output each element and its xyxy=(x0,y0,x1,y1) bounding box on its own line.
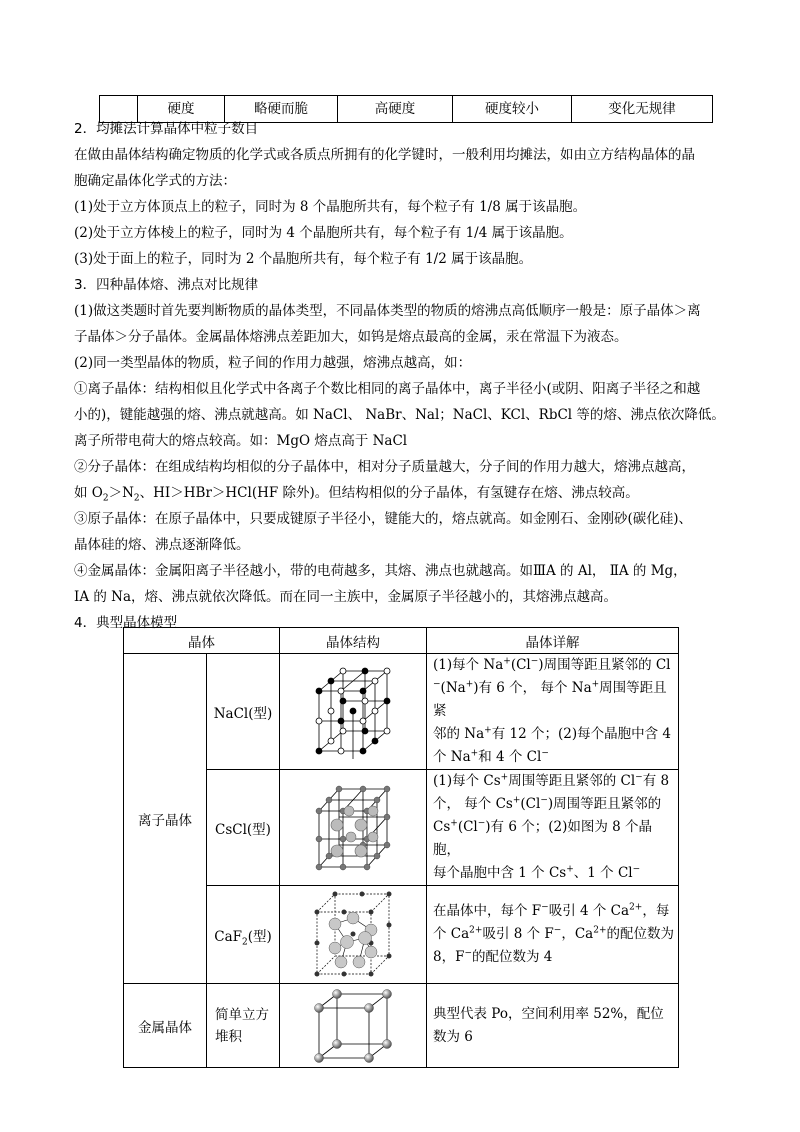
crystal-detail xyxy=(427,984,679,1068)
detail-line xyxy=(433,923,674,946)
text-run: (1)每个 Na xyxy=(433,657,504,673)
superscript: − xyxy=(632,864,641,875)
subscript: 2 xyxy=(102,493,109,504)
superscript: − xyxy=(541,902,549,913)
section-heading: 3．四种晶体熔、沸点对比规律 xyxy=(74,277,259,293)
detail-line: 数为 6 xyxy=(433,1028,473,1045)
text-run: 吸引 8 个 F xyxy=(482,926,554,942)
superscript: − xyxy=(540,795,548,806)
table-cell: 略硬而脆 xyxy=(225,96,338,123)
list-item: (3)处于面上的粒子，同时为 2 个晶胞所共有，每个粒子有 1/2 属于该晶胞。 xyxy=(74,251,533,267)
superscript: 2+ xyxy=(629,902,643,913)
crystal-type: CsCl(型) xyxy=(207,770,280,886)
subscript: 2 xyxy=(133,493,140,504)
text-run: ，每 xyxy=(642,903,670,919)
superscript: + xyxy=(591,679,600,690)
crystal-detail xyxy=(427,886,679,984)
table-row xyxy=(124,886,679,984)
superscript: + xyxy=(450,818,458,829)
detail-line xyxy=(433,770,674,793)
detail-line xyxy=(433,654,674,677)
paragraph: (1)做这类题时首先要判断物质的晶体类型，不同晶体类型的物质的熔沸点高低顺序一般是：原子晶体＞离 xyxy=(74,303,701,319)
crystal-type xyxy=(207,984,280,1068)
superscript: + xyxy=(500,772,509,783)
crystal-type xyxy=(207,886,280,984)
text-run: 如 O xyxy=(74,485,103,501)
nacl-structure-icon xyxy=(311,665,395,759)
detail-line xyxy=(433,723,674,746)
cscl-structure-icon xyxy=(311,781,395,875)
table-row xyxy=(124,770,679,886)
text-run: 有 8 xyxy=(642,773,670,789)
text-run: 吸引 4 个 Ca xyxy=(548,903,630,919)
text-run: (Cl xyxy=(510,657,531,673)
text-run: )周围等距且紧邻的 xyxy=(547,796,662,812)
type-line: 简单立方 xyxy=(215,1006,269,1023)
superscript: − xyxy=(433,679,441,690)
list-item: (2)处于立方体棱上的粒子，同时为 4 个晶胞所共有，每个粒子有 1/4 属于该晶胞。 xyxy=(74,225,573,241)
category-label: 离子晶体 xyxy=(124,654,207,984)
section-heading: 4．典型晶体模型 xyxy=(74,615,178,631)
text-run: )有 6 个；(2)如图为 8 个晶胞， xyxy=(433,819,653,858)
structure-image xyxy=(280,886,427,984)
header-row xyxy=(124,628,679,654)
text-run: (Na xyxy=(440,680,466,696)
body-text xyxy=(74,116,734,636)
superscript: − xyxy=(530,656,539,667)
structure-image xyxy=(280,984,427,1068)
table-cell: 硬度较小 xyxy=(453,96,572,123)
text-run: (1)每个 Cs xyxy=(433,773,501,789)
text-run: (型) xyxy=(247,928,272,945)
structure-image xyxy=(280,654,427,770)
column-header: 晶体 xyxy=(124,628,280,654)
table-cell: 高硬度 xyxy=(338,96,453,123)
paragraph: 离子所带电荷大的熔点较高。如：MgO 熔点高于 NaCl xyxy=(74,433,408,449)
text-run: 和 4 个 Cl xyxy=(478,749,542,765)
paragraph: ②分子晶体：在组成结构均相似的分子晶体中，相对分子质量越大，分子间的作用力越大，熔沸点越高， xyxy=(74,459,695,475)
crystal-detail xyxy=(427,770,679,886)
text-run: 的配位数为 4 xyxy=(472,949,553,965)
superscript: 2+ xyxy=(469,925,483,936)
paragraph xyxy=(74,480,734,506)
text-run: Cs xyxy=(433,819,451,835)
text-run: (Cl xyxy=(457,819,478,835)
paragraph: (2)同一类型晶体的物质，粒子间的作用力越强，熔沸点越高，如： xyxy=(74,355,472,371)
superscript: + xyxy=(503,656,511,667)
column-header: 晶体详解 xyxy=(427,628,679,654)
simple-cubic-structure-icon xyxy=(311,988,395,1064)
paragraph: ④金属晶体：金属阳离子半径越小，带的电荷越多，其熔、沸点也就越高。如ⅢA 的 Al， ⅡA 的 Mg， xyxy=(74,563,687,579)
superscript: + xyxy=(484,725,492,736)
text-run: 个， 每个 Cs xyxy=(433,796,513,812)
text-run: 8，F xyxy=(433,949,465,965)
superscript: 2+ xyxy=(593,925,607,936)
category-label: 金属晶体 xyxy=(124,984,207,1068)
column-header: 晶体结构 xyxy=(280,628,427,654)
crystal-type: NaCl(型) xyxy=(207,654,280,770)
text-run: 的配位数为 xyxy=(606,926,675,942)
text-run: 邻的 Na xyxy=(433,726,485,742)
superscript: + xyxy=(470,748,479,759)
text-run: )周围等距且紧邻的 Cl xyxy=(538,657,671,673)
detail-line xyxy=(433,816,674,862)
detail-line xyxy=(433,900,674,923)
crystal-detail xyxy=(427,654,679,770)
subscript: 2 xyxy=(241,937,248,948)
structure-image xyxy=(280,770,427,886)
table-cell: 变化无规律 xyxy=(572,96,713,123)
text-run: CaF xyxy=(214,928,242,945)
superscript: − xyxy=(553,925,562,936)
text-run: 、HI＞HBr＞HCl(HF 除外)。但结构相似的分子晶体，有氢键存在熔、沸点较高。 xyxy=(139,485,639,501)
detail-line xyxy=(433,677,674,723)
crystal-model-table xyxy=(123,627,679,1068)
superscript: − xyxy=(635,772,643,783)
table-row xyxy=(124,984,679,1068)
paragraph: IA 的 Na，熔、沸点就依次降低。而在同一主族中，金属原子半径越小的，其熔沸点越高。 xyxy=(74,589,618,605)
text-run: 个 Ca xyxy=(433,926,470,942)
text-run: 、1 个 Cl xyxy=(573,865,633,881)
paragraph: 小的)，键能越强的熔、沸点就越高。如 NaCl、 NaBr、Nal；NaCl、KCl、RbCl 等的熔、沸点依次降低。 xyxy=(74,407,725,423)
detail-line xyxy=(433,862,674,885)
paragraph: 在做由晶体结构确定物质的化学式或各质点所拥有的化学键时，一般利用均摊法，如由立方结构晶体的晶 xyxy=(74,147,695,163)
table-cell: 硬度 xyxy=(138,96,225,123)
section-heading: 2．均摊法计算晶体中粒子数目 xyxy=(74,121,259,137)
text-run: 个 Na xyxy=(433,749,471,765)
paragraph: 胞确定晶体化学式的方法： xyxy=(74,173,236,189)
table-row xyxy=(124,654,679,770)
text-run: 周围等距且紧 xyxy=(433,680,667,719)
text-run: 有 12 个；(2)每个晶胞中含 4 xyxy=(491,726,671,742)
text-run: )有 6 个， 每个 Na xyxy=(473,680,592,696)
text-run: (Cl xyxy=(520,796,541,812)
text-run: ，Ca xyxy=(561,926,594,942)
detail-line xyxy=(433,946,674,969)
paragraph: 晶体硅的熔、沸点逐渐降低。 xyxy=(74,537,250,553)
superscript: + xyxy=(566,864,574,875)
superscript: − xyxy=(464,948,473,959)
text-run: ＞N xyxy=(108,485,134,501)
caf2-structure-icon xyxy=(311,890,395,980)
detail-line xyxy=(433,793,674,816)
superscript: + xyxy=(465,679,474,690)
list-item: (1)处于立方体顶点上的粒子，同时为 8 个晶胞所共有，每个粒子有 1/8 属于该晶胞。 xyxy=(74,199,587,215)
paragraph: ③原子晶体：在原子晶体中，只要成键原子半径小，键能大的，熔点就高。如金刚石、金刚砂(碳化硅)、 xyxy=(74,511,693,527)
detail-line xyxy=(433,746,674,769)
paragraph: 子晶体＞分子晶体。金属晶体熔沸点差距加大，如钨是熔点最高的金属，汞在常温下为液态。 xyxy=(74,329,628,345)
superscript: + xyxy=(512,795,521,806)
superscript: − xyxy=(477,818,486,829)
text-run: 在晶体中，每个 F xyxy=(433,903,542,919)
paragraph: ①离子晶体：结构相似且化学式中各离子个数比相同的离子晶体中，离子半径小(或阴、阳离子半径之和越 xyxy=(74,381,701,397)
text-run: 每个晶胞中含 1 个 Cs xyxy=(433,865,567,881)
text-run: 周围等距且紧邻的 Cl xyxy=(508,773,636,789)
detail-line: 典型代表 Po，空间利用率 52%，配位 xyxy=(433,1005,664,1022)
type-line: 堆积 xyxy=(215,1028,242,1045)
superscript: − xyxy=(541,748,549,759)
